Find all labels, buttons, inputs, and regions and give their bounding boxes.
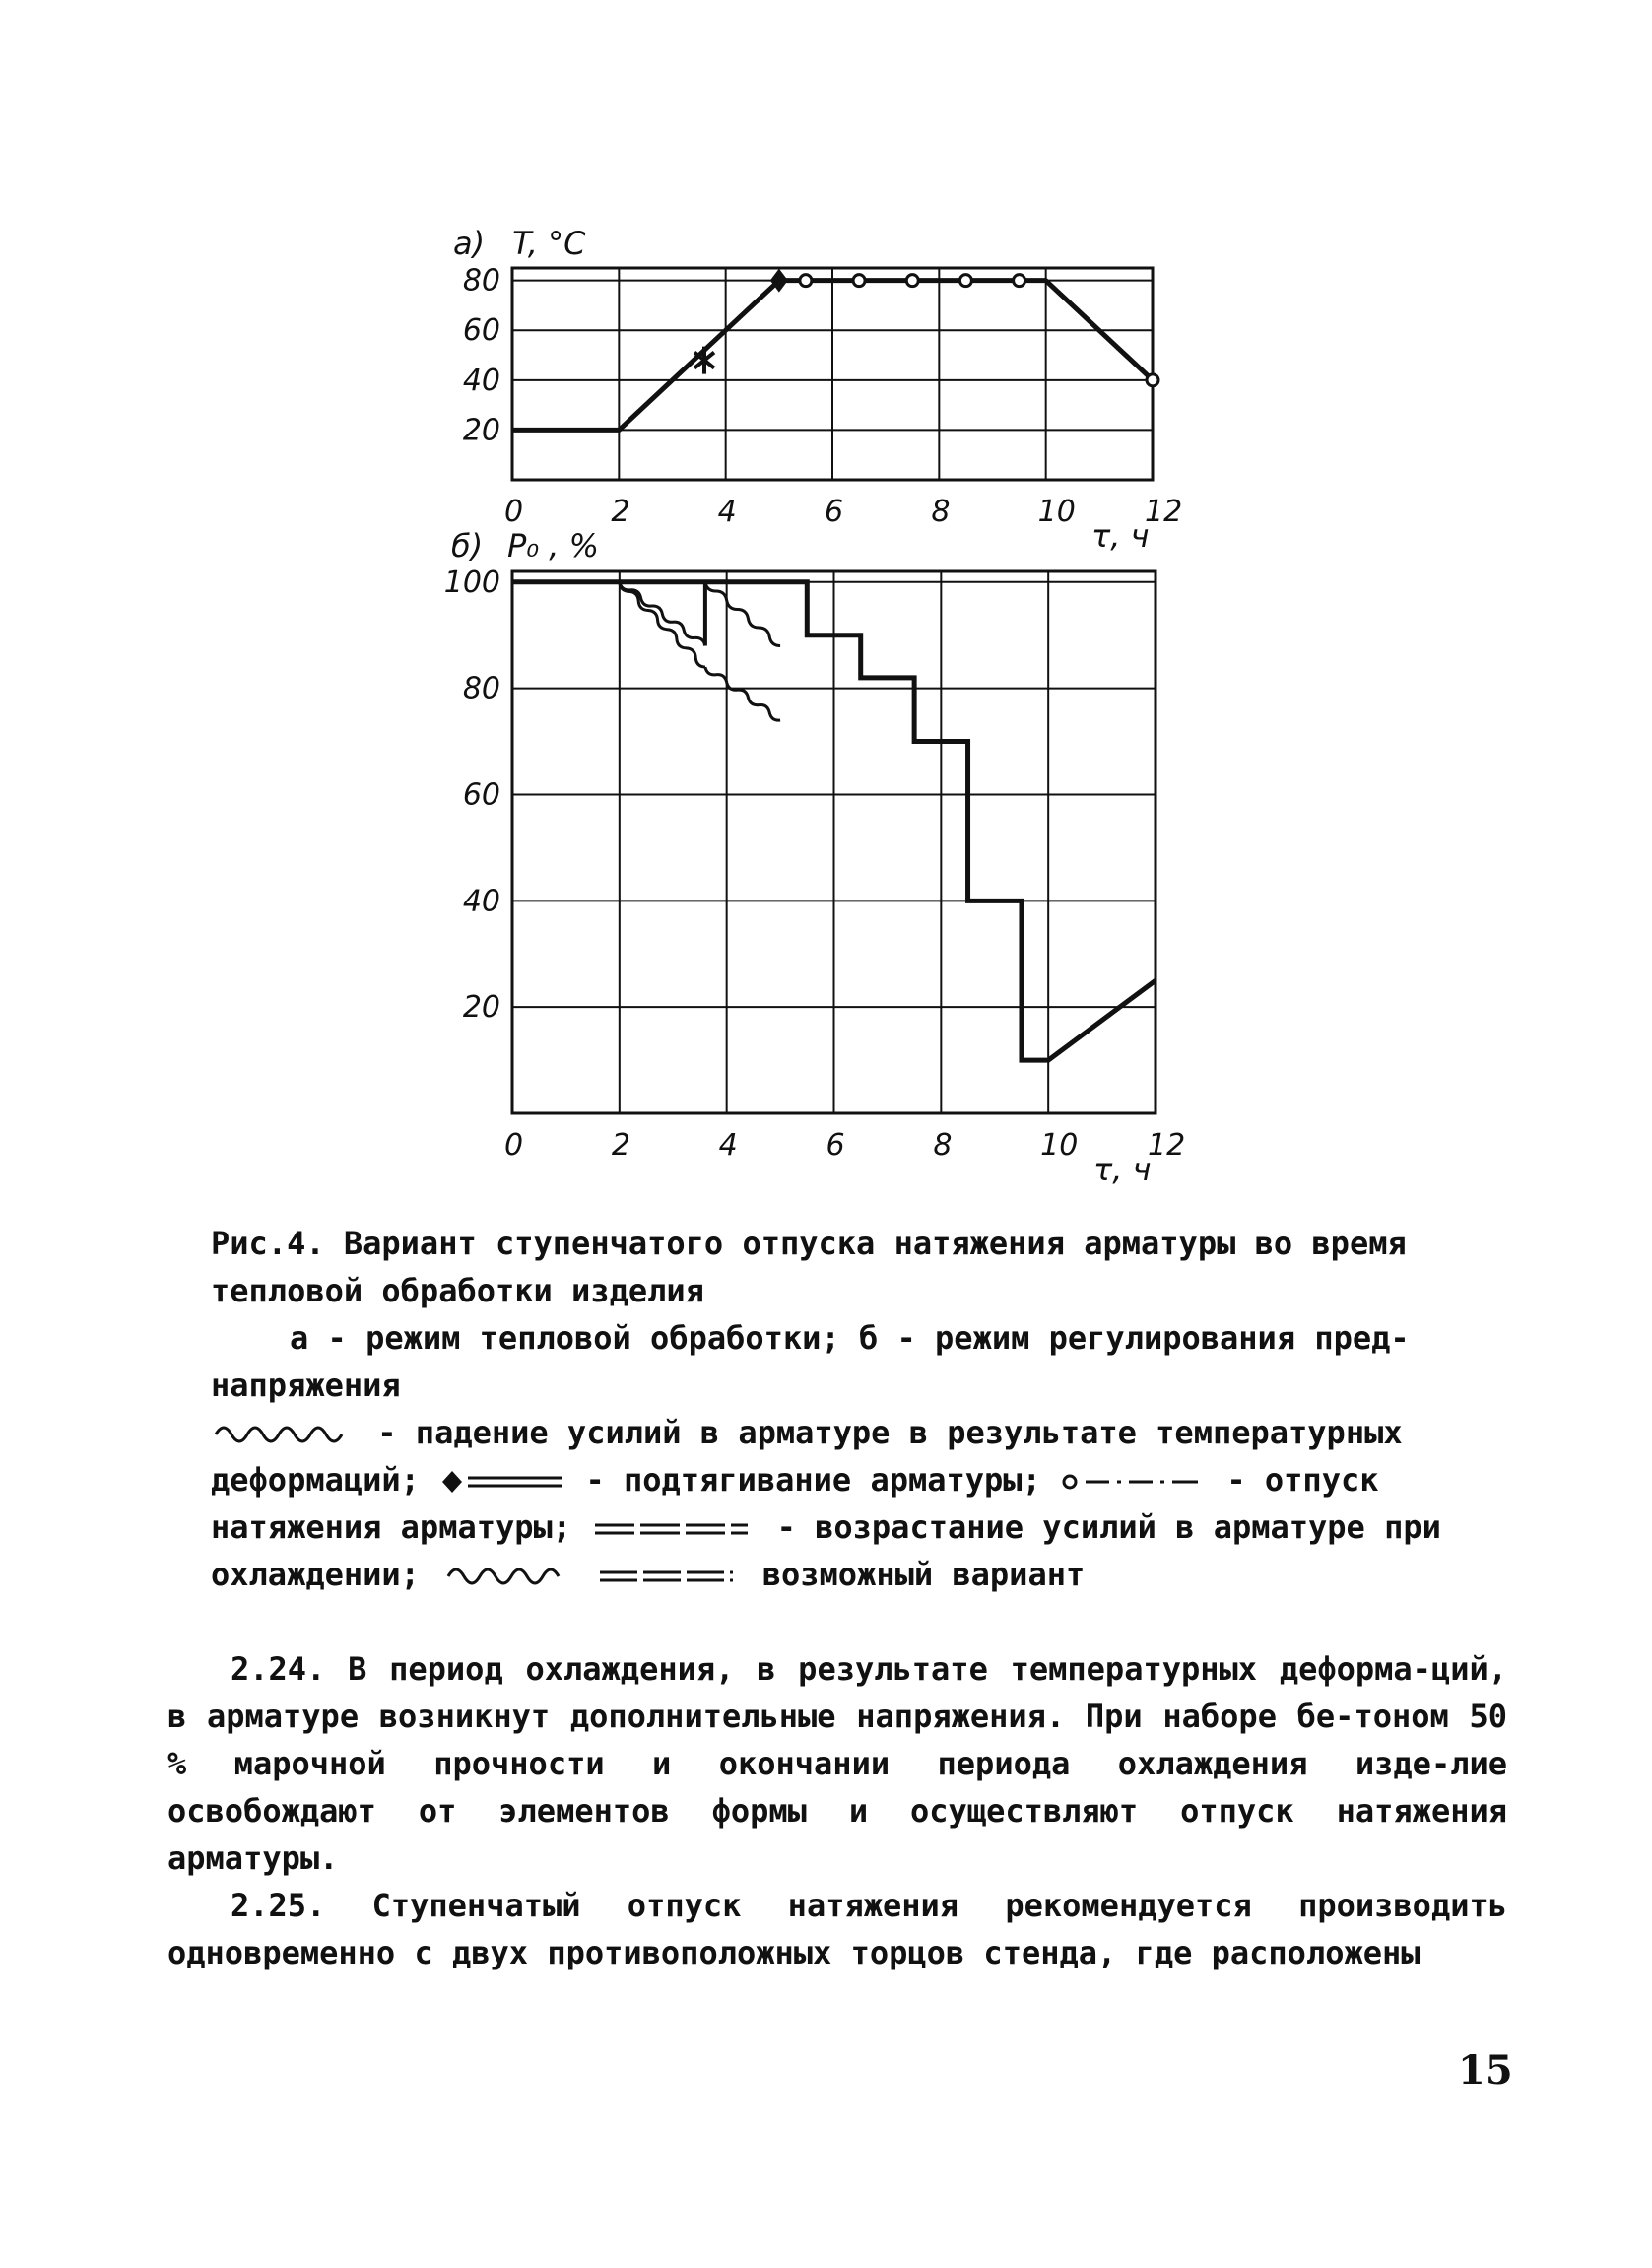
x-tick-label: 4: [717, 495, 737, 529]
x-tick-label: 2: [611, 1128, 630, 1163]
chart-a-panel-label: а): [453, 225, 486, 262]
chart-b-x-tick-labels: [504, 1128, 1185, 1163]
y-tick-label: 60: [462, 777, 500, 813]
legend-row-3: [211, 1503, 1491, 1551]
chart-b-panel-label: б): [451, 527, 484, 565]
y-tick-label: 80: [462, 263, 500, 299]
legend-diamond-double-line-sample: [438, 1467, 566, 1497]
caption-title-line2: тепловой обработки изделия: [211, 1272, 704, 1309]
legend-text-3a: натяжения арматуры;: [211, 1508, 572, 1546]
y-tick-label: 100: [443, 565, 500, 600]
legend-text-2a: деформаций;: [211, 1461, 420, 1499]
y-tick-label: 80: [462, 671, 500, 706]
circle-marker: [853, 275, 865, 287]
legend-text-3b: - возрастание усилий в арматуре при: [776, 1508, 1441, 1546]
caption-line4: напряжения: [211, 1367, 401, 1404]
legend-text-2b: - подтягивание арматуры;: [585, 1461, 1041, 1499]
x-tick-label: 12: [1145, 495, 1183, 529]
chart-a-x-axis-label: τ, ч: [1091, 517, 1150, 555]
x-tick-label: 10: [1040, 1128, 1079, 1163]
chart-b-x-axis-label: τ, ч: [1093, 1151, 1152, 1188]
y-tick-label: 60: [462, 313, 500, 349]
legend-row-1: [211, 1409, 1491, 1456]
x-tick-label: 0: [504, 1128, 524, 1163]
x-tick-label: 12: [1148, 1128, 1186, 1163]
x-tick-label: 8: [933, 1128, 953, 1163]
circle-marker: [1147, 374, 1158, 386]
legend-text-1: - падение усилий в арматуре в результате температурных: [377, 1414, 1403, 1451]
legend-text-4a: охлаждении;: [211, 1556, 420, 1593]
body-text: [167, 1645, 1507, 1976]
wavy-drop-line: [705, 582, 780, 646]
chart-a-grid: [512, 268, 1153, 480]
x-tick-label: 2: [611, 495, 630, 529]
legend-text-4b: возможный вариант: [761, 1556, 1086, 1593]
circle-marker: [1014, 275, 1025, 287]
legend-circle-dashdot-sample: [1060, 1467, 1208, 1497]
circle-marker: [800, 275, 812, 287]
legend-double-dash-sample: [590, 1514, 758, 1544]
caption-title-line1: Рис.4. Вариант ступенчатого отпуска натяжения арматуры во время: [211, 1225, 1407, 1262]
legend-double-dash-variant-sample: [595, 1562, 743, 1591]
caption-line3: а - режим тепловой обработки; б - режим регулирования пред-: [290, 1319, 1410, 1357]
chart-b-y-tick-labels: [444, 566, 500, 1025]
x-tick-label: 10: [1037, 495, 1076, 529]
y-tick-label: 20: [462, 413, 500, 448]
x-tick-label: 6: [825, 495, 844, 529]
chart-b-prestress: [444, 527, 1185, 1188]
circle-marker: [906, 275, 918, 287]
legend-wavy-sample: [211, 1420, 359, 1449]
chart-a-y-axis-label: T, °C: [512, 225, 586, 262]
legend-row-2: [211, 1456, 1491, 1503]
chart-a-markers: [694, 269, 1158, 386]
paragraph-2-24: 2.24. В период охлаждения, в результате температурных деформа-ций, в арматуре возникнут дополнительные напряжения. При наборе бе-тоном 50 % марочной прочности и окончании периода охлаждения изде-лие освобождают от элементов формы и осуществляют отпуск натяжения арматуры.: [167, 1650, 1507, 1877]
star-marker: [694, 347, 714, 374]
x-tick-label: 8: [931, 495, 951, 529]
chart-b-grid: [512, 571, 1156, 1113]
figure-caption: [211, 1220, 1491, 1598]
y-tick-label: 40: [462, 363, 500, 398]
chart-a-x-tick-labels: [504, 495, 1182, 529]
y-tick-label: 40: [462, 884, 500, 919]
legend-text-2c: - отпуск: [1226, 1461, 1379, 1499]
x-tick-label: 6: [826, 1128, 845, 1163]
chart-a-temperature: [453, 225, 1182, 555]
wavy-variant-line: [620, 582, 705, 667]
paragraph-2-25: 2.25. Ступенчатый отпуск натяжения рекомендуется производить одновременно с двух противоположных торцов стенда, где расположены: [167, 1887, 1507, 1971]
y-tick-label: 20: [462, 990, 500, 1026]
chart-b-y-axis-label: P₀ , %: [507, 527, 600, 565]
circle-marker: [959, 275, 971, 287]
legend-wavy-variant-sample: [438, 1562, 576, 1591]
legend-row-4: [211, 1551, 1491, 1598]
wavy-variant-line: [705, 667, 780, 720]
x-tick-label: 4: [718, 1128, 738, 1163]
chart-a-y-tick-labels: [463, 264, 500, 448]
page-number: 15: [1458, 2047, 1513, 2094]
x-tick-label: 0: [504, 495, 524, 529]
